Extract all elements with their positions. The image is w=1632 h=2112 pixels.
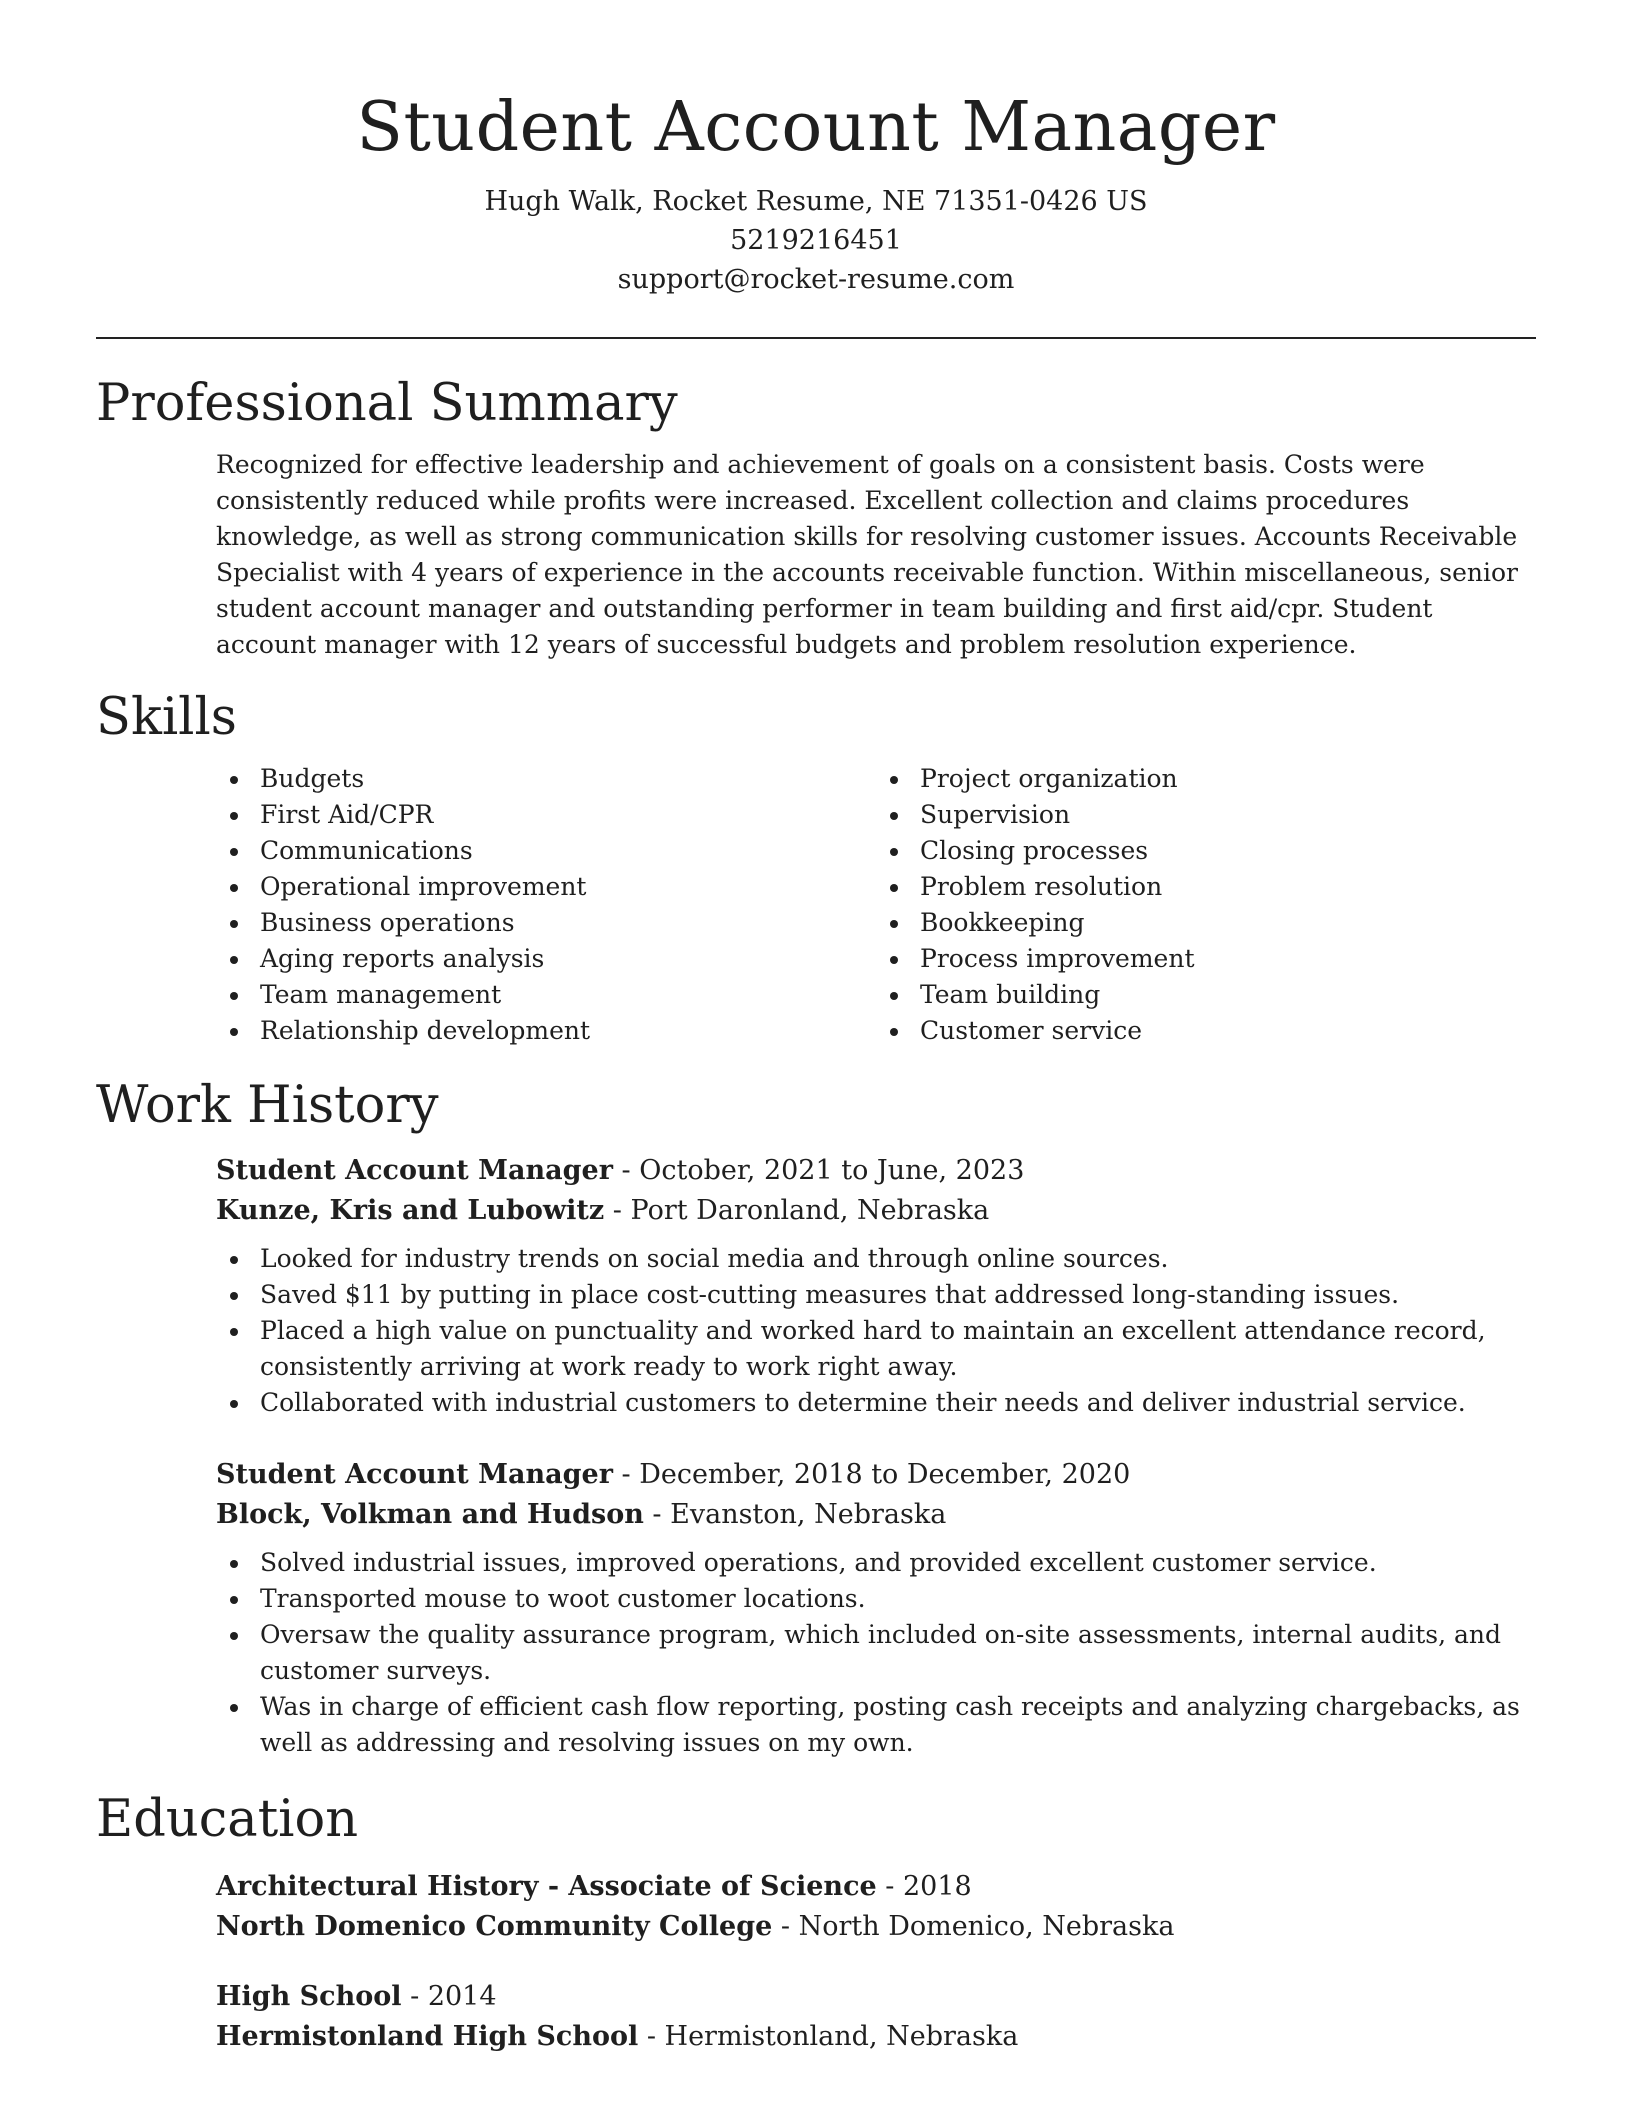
skill-item: Project organization — [920, 761, 1536, 797]
skill-item: Bookkeeping — [920, 905, 1536, 941]
job-company-line — [216, 1191, 1536, 1231]
skill-item: Aging reports analysis — [260, 941, 876, 977]
education-entry — [216, 1977, 1536, 2057]
job-entry — [216, 1455, 1536, 1761]
job-company-line — [216, 1495, 1536, 1535]
job-location: - Evanston, Nebraska — [643, 1499, 947, 1530]
education-degree-line — [216, 1867, 1536, 1907]
education-section — [96, 1789, 1536, 2057]
job-title: Student Account Manager — [216, 1155, 613, 1186]
job-bullet: Collaborated with industrial customers to determine their needs and deliver industrial service. — [260, 1385, 1536, 1421]
job-title-line — [216, 1455, 1536, 1495]
education-location: - North Domenico, Nebraska — [772, 1911, 1175, 1942]
education-school-line — [216, 2017, 1536, 2057]
job-company: Block, Volkman and Hudson — [216, 1499, 644, 1530]
job-bullet: Oversaw the quality assurance program, which included on-site assessments, internal audits, and customer surveys. — [260, 1617, 1536, 1689]
header-divider — [96, 337, 1536, 339]
job-bullet: Looked for industry trends on social media and through online sources. — [260, 1241, 1536, 1277]
job-bullet: Was in charge of efficient cash flow reporting, posting cash receipts and analyzing chargebacks, as well as addressing and resolving issues on my own. — [260, 1689, 1536, 1761]
resume-title: Student Account Manager — [356, 88, 1276, 167]
job-bullet: Solved industrial issues, improved operations, and provided excellent customer service. — [260, 1545, 1536, 1581]
education-body — [216, 1867, 1536, 2057]
resume-header — [96, 0, 1536, 299]
skill-item: Closing processes — [920, 833, 1536, 869]
education-year: - 2014 — [401, 1981, 497, 2012]
work-history-section — [96, 1075, 1536, 1761]
education-degree-line — [216, 1977, 1536, 2017]
contact-phone: 5219216451 — [730, 225, 902, 256]
skill-item: Supervision — [920, 797, 1536, 833]
work-history-body — [216, 1151, 1536, 1761]
job-dates: - October, 2021 to June, 2023 — [612, 1155, 1025, 1186]
job-company: Kunze, Kris and Lubowitz — [216, 1195, 605, 1226]
education-heading: Education — [96, 1790, 359, 1849]
job-title-line — [216, 1151, 1536, 1191]
skill-item: Customer service — [920, 1013, 1536, 1049]
summary-section — [96, 373, 1536, 663]
summary-heading: Professional Summary — [96, 374, 678, 433]
job-bullets — [216, 1241, 1536, 1421]
job-title: Student Account Manager — [216, 1459, 613, 1490]
education-entry — [216, 1867, 1536, 1947]
education-school: Hermistonland High School — [216, 2021, 639, 2052]
job-bullet: Saved $11 by putting in place cost-cutting measures that addressed long-standing issues. — [260, 1277, 1536, 1313]
education-location: - Hermistonland, Nebraska — [638, 2021, 1019, 2052]
summary-text: Recognized for effective leadership and achievement of goals on a consistent basis. Costs were consistently reduced while profits were increased. Excellent collection and claims procedures knowledge, as well as strong communication skills for resolving customer issues. Accounts Receivable Specialist with 4 years of experience in the accounts receivable function. Within miscellaneous, senior student account manager and outstanding performer in team building and first aid/cpr. Student account manager with 12 years of successful budgets and problem resolution experience. — [216, 450, 1518, 659]
skill-item: Operational improvement — [260, 869, 876, 905]
job-bullets — [216, 1545, 1536, 1761]
education-degree: Architectural History - Associate of Science — [216, 1871, 877, 1902]
job-bullet: Transported mouse to woot customer locations. — [260, 1581, 1536, 1617]
skill-item: Problem resolution — [920, 869, 1536, 905]
skill-item: Budgets — [260, 761, 876, 797]
job-location: - Port Daronland, Nebraska — [604, 1195, 990, 1226]
skills-column-left — [216, 761, 876, 1049]
job-dates: - December, 2018 to December, 2020 — [612, 1459, 1131, 1490]
skill-item: Team building — [920, 977, 1536, 1013]
education-year: - 2018 — [876, 1871, 972, 1902]
job-bullet: Placed a high value on punctuality and worked hard to maintain an excellent attendance record, consistently arriving at work ready to work right away. — [260, 1313, 1536, 1385]
skill-item: Team management — [260, 977, 876, 1013]
contact-address: Hugh Walk, Rocket Resume, NE 71351-0426 US — [484, 186, 1148, 217]
skill-item: Process improvement — [920, 941, 1536, 977]
skill-item: First Aid/CPR — [260, 797, 876, 833]
skills-section — [96, 687, 1536, 1049]
skill-item: Relationship development — [260, 1013, 876, 1049]
education-school: North Domenico Community College — [216, 1911, 773, 1942]
skills-body — [216, 761, 1536, 1049]
work-history-heading: Work History — [96, 1076, 439, 1135]
skills-column-right — [876, 761, 1536, 1049]
job-entry — [216, 1151, 1536, 1421]
skill-item: Business operations — [260, 905, 876, 941]
resume-page — [96, 0, 1536, 2057]
skills-heading: Skills — [96, 688, 237, 747]
education-degree: High School — [216, 1981, 402, 2012]
skills-columns — [216, 761, 1536, 1049]
contact-info — [96, 182, 1536, 299]
skill-item: Communications — [260, 833, 876, 869]
summary-body — [216, 447, 1536, 663]
education-school-line — [216, 1907, 1536, 1947]
contact-email: support@rocket-resume.com — [617, 264, 1015, 295]
